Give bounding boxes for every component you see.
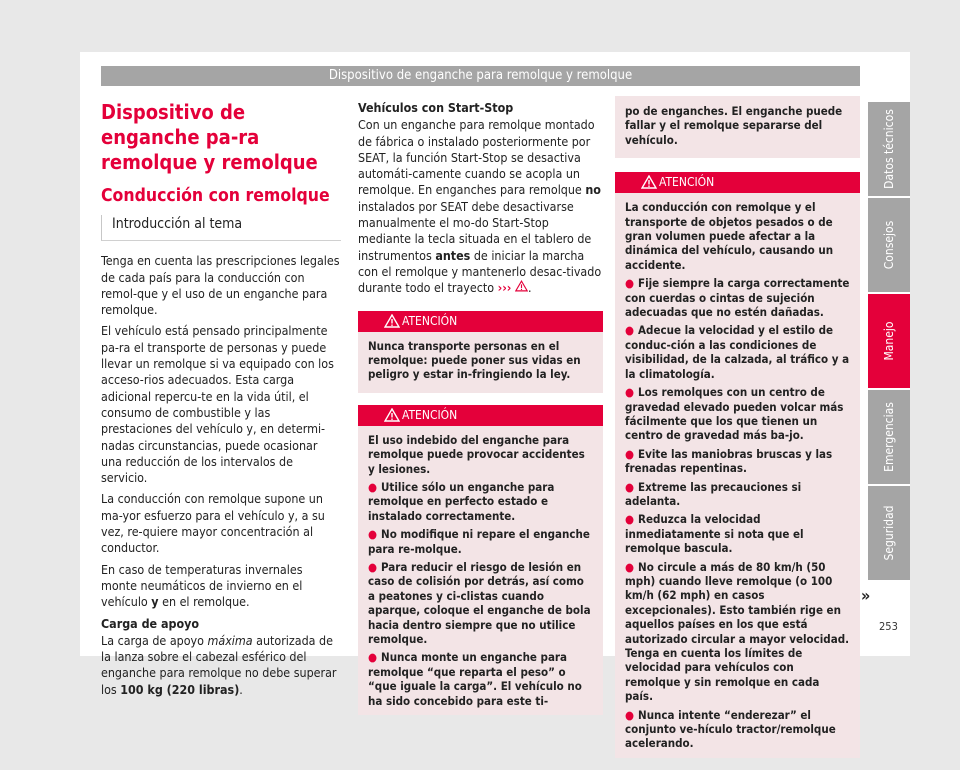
warning-item-text: Fije siempre la carga correctamente con cuerdas o cintas de sujeción adecuadas que no estén dañadas. (625, 276, 850, 320)
warning-item-text: Utilice sólo un enganche para remolque en perfecto estado e instalado correctamente. (368, 480, 555, 523)
column-3 (615, 96, 860, 770)
text-run: instalados por SEAT debe desactivarse manualmente el mo-do Start-Stop mediante la tecla situada en el tablero de instrumentos (358, 198, 592, 263)
text-run: En caso de temperaturas invernales monte neumáticos de invierno en el vehículo (101, 561, 303, 610)
section-title: Conducción con remolque (101, 186, 330, 206)
warning-item: ● Utilice sólo un enganche para remolque en perfecto estado e instalado correctamente. (368, 480, 555, 523)
warning-header (615, 172, 860, 193)
warning-box (358, 405, 603, 715)
text-run-bold: y (151, 594, 159, 610)
warning-item: ● No modifique ni repare el enganche para re-molque. (368, 527, 590, 556)
warning-item-text: Para reducir el riesgo de lesión en caso de colisión por detrás, así como a peatones y ci-clistas cuando aparque, coloque el enganche de bola hacia dentro siempre que no utilice remolque. (368, 560, 591, 647)
tab-label: Consejos (882, 220, 896, 270)
subheading-start-stop: Vehículos con Start-Stop (358, 100, 514, 115)
chapter-title: Dispositivo de enganche pa-ra remolque y remolque (101, 100, 318, 174)
warning-item: ● No circule a más de 80 km/h (50 mph) cuando lleve remolque (o 100 km/h (62 mph) en casos excepcionales). Esto también rige en aquellos países en los que está autorizado circular a mayor velocidad. Tenga en cuenta los límites de velocidad para vehículos con remolque y sin remolque en cada país. (625, 559, 850, 704)
tab-label: Manejo (882, 321, 896, 361)
warning-box (615, 172, 860, 758)
tab-seguridad[interactable] (868, 486, 910, 580)
page-number: 253 (879, 620, 898, 633)
warning-item: ● Adecue la velocidad y el estilo de conduc-ción a las condiciones de visibilidad, de la calzada, al tráfico y a la climatología. (625, 323, 850, 381)
warning-text: Nunca transporte personas en el remolque: puede poner sus vidas en peligro y estar in-fringiendo la ley. (368, 338, 581, 382)
section-tabs (868, 102, 910, 582)
warning-item: ● Fije siempre la carga correctamente con cuerdas o cintas de sujeción adecuadas que no estén dañadas. (625, 276, 850, 320)
text-run: en el remolque. (158, 594, 250, 610)
warning-box (358, 311, 603, 393)
warning-title: ATENCIÓN (659, 175, 715, 190)
subheading-carga: Carga de apoyo (101, 615, 200, 631)
warning-item-text: Adecue la velocidad y el estilo de conduc-ción a las condiciones de visibilidad, de la calzada, al tráfico y a la climatología. (625, 323, 850, 381)
warning-item-text: Nunca monte un enganche para remolque “que reparta el peso” o “que iguale la carga”. El vehículo no ha sido concebido para este ti- (368, 650, 582, 708)
warning-item: ● Nunca intente “enderezar” el conjunto ve-hículo tractor/remolque acelerando. (625, 707, 836, 751)
tab-datos-tecnicos[interactable] (868, 102, 910, 196)
paragraph: El vehículo está pensado principalmente pa-ra el transporte de personas y puede llevar un remolque si va equipado con los acceso-rios adecuados. Esta carga adicional repercu-te en la vida útil, el consumo de combustible y las prestaciones del vehículo y, en determi-nadas circunstancias, puede ocasionar una reducción de los intervalos de servicio. (101, 323, 334, 486)
warning-item-text: Extreme las precauciones si adelanta. (625, 479, 802, 508)
text-run: La carga de apoyo (101, 632, 208, 648)
warning-body (615, 193, 860, 758)
text-run-bold: no (585, 182, 601, 198)
tab-label: Seguridad (882, 505, 896, 561)
warning-item-text: Reduzca la velocidad inmediatamente si nota que el remolque bascula. (625, 512, 804, 556)
warning-item: ● Extreme las precauciones si adelanta. (625, 479, 802, 508)
warning-item: ● Los remolques con un centro de gravedad elevado pueden volcar más fácilmente que los que tienen un centro de gravedad más ba-jo. (625, 385, 844, 443)
warning-item-text: Evite las maniobras bruscas y las frenadas repentinas. (625, 446, 833, 476)
warning-title: ATENCIÓN (402, 407, 458, 422)
warning-item-text: Nunca intente “enderezar” el conjunto ve-hículo tractor/remolque acelerando. (625, 707, 836, 751)
tab-emergencias[interactable] (868, 390, 910, 484)
warning-box-continued (615, 96, 860, 158)
warning-icon (384, 314, 400, 328)
tab-consejos[interactable] (868, 198, 910, 292)
column-1 (101, 100, 341, 703)
warning-header (358, 311, 603, 332)
continue-arrow-icon: » (861, 586, 871, 605)
text-run: . (239, 681, 243, 697)
warning-icon (641, 175, 657, 189)
warning-body (358, 426, 603, 715)
warning-icon (515, 280, 528, 292)
cross-reference-link[interactable]: ››› (497, 280, 512, 296)
text-run-bold: antes (435, 247, 471, 263)
warning-item-text: No circule a más de 80 km/h (50 mph) cuando lleve remolque (o 100 km/h (62 mph) en casos excepcionales). Esto también rige en aquellos países en los que está autorizado circular a mayor velocidad. Tenga en cuenta los límites de velocidad para vehículos con remolque y sin remolque en cada país. (625, 559, 850, 704)
paragraph: Tenga en cuenta las prescripciones legales de cada país para la conducción con remol-que y el uso de un enganche para remolque. (101, 253, 340, 318)
warning-intro: El uso indebido del enganche para remolque puede provocar accidentes y lesiones. (368, 432, 585, 476)
warning-item: ● Nunca monte un enganche para remolque “que reparta el peso” o “que iguale la carga”. El vehículo no ha sido concebido para este ti- (368, 650, 582, 708)
paragraph (101, 633, 341, 698)
tab-label: Emergencias (882, 402, 896, 472)
warning-text: po de enganches. El enganche puede fallar y el remolque separarse del vehículo. (625, 104, 843, 147)
warning-item-text: Los remolques con un centro de gravedad elevado pueden volcar más fácilmente que los que tienen un centro de gravedad más ba-jo. (625, 385, 844, 443)
text-run-bold: 100 kg (220 libras) (120, 681, 240, 697)
warning-body (358, 332, 603, 393)
warning-header (358, 405, 603, 426)
paragraph (101, 562, 341, 611)
tab-manejo[interactable] (868, 294, 910, 388)
column-2 (358, 100, 603, 727)
text-run: autorizada de la lanza sobre el cabezal esférico del enganche para remolque no debe superar los (101, 632, 337, 697)
warning-item-text: No modifique ni repare el enganche para re-molque. (368, 527, 590, 556)
warning-intro: La conducción con remolque y el transporte de objetos pesados o de gran volumen puede afectar a la dinámica del vehículo, causando un accidente. (625, 200, 834, 272)
text-run-italic: máxima (207, 632, 253, 648)
paragraph: Con un enganche para remolque montado de fábrica o instalado posteriormente por SEAT, la función Start-Stop se desactiva automáti-camente cuando se acopla un remolque. En enganches para remolque no instalados por SEAT debe desactivarse manualmente el mo-do Start-Stop mediante la tecla situada en el tablero de instrumentos antes de iniciar la marcha con el remolque y mantenerlo desac-tivado durante todo el trayecto ››› . (358, 117, 602, 296)
text-run: de iniciar la marcha con el remolque y mantenerlo desac-tivado durante todo el trayecto (358, 247, 602, 296)
running-header: Dispositivo de enganche para remolque y remolque (101, 66, 860, 86)
warning-item: ● Evite las maniobras bruscas y las frenadas repentinas. (625, 446, 833, 476)
warning-title: ATENCIÓN (402, 313, 458, 328)
warning-icon (384, 408, 400, 422)
warning-body (615, 96, 860, 158)
tab-label: Datos técnicos (882, 109, 896, 189)
intro-heading: Introducción al tema (101, 215, 341, 241)
paragraph: La conducción con remolque supone un ma-yor esfuerzo para el vehículo y, a su vez, re-quiere mayor concentración al conductor. (101, 491, 325, 556)
warning-item: ● Para reducir el riesgo de lesión en caso de colisión por detrás, así como a peatones y ci-clistas cuando aparque, coloque el enganche de bola hacia dentro siempre que no utilice remolque. (368, 560, 591, 647)
text-run: Con un enganche para remolque montado de fábrica o instalado posteriormente por SEAT, la función Start-Stop se desactiva automáti-camente cuando se acopla un remolque. En enganches para remolque (358, 117, 595, 198)
warning-item: ● Reduzca la velocidad inmediatamente si nota que el remolque bascula. (625, 512, 804, 556)
